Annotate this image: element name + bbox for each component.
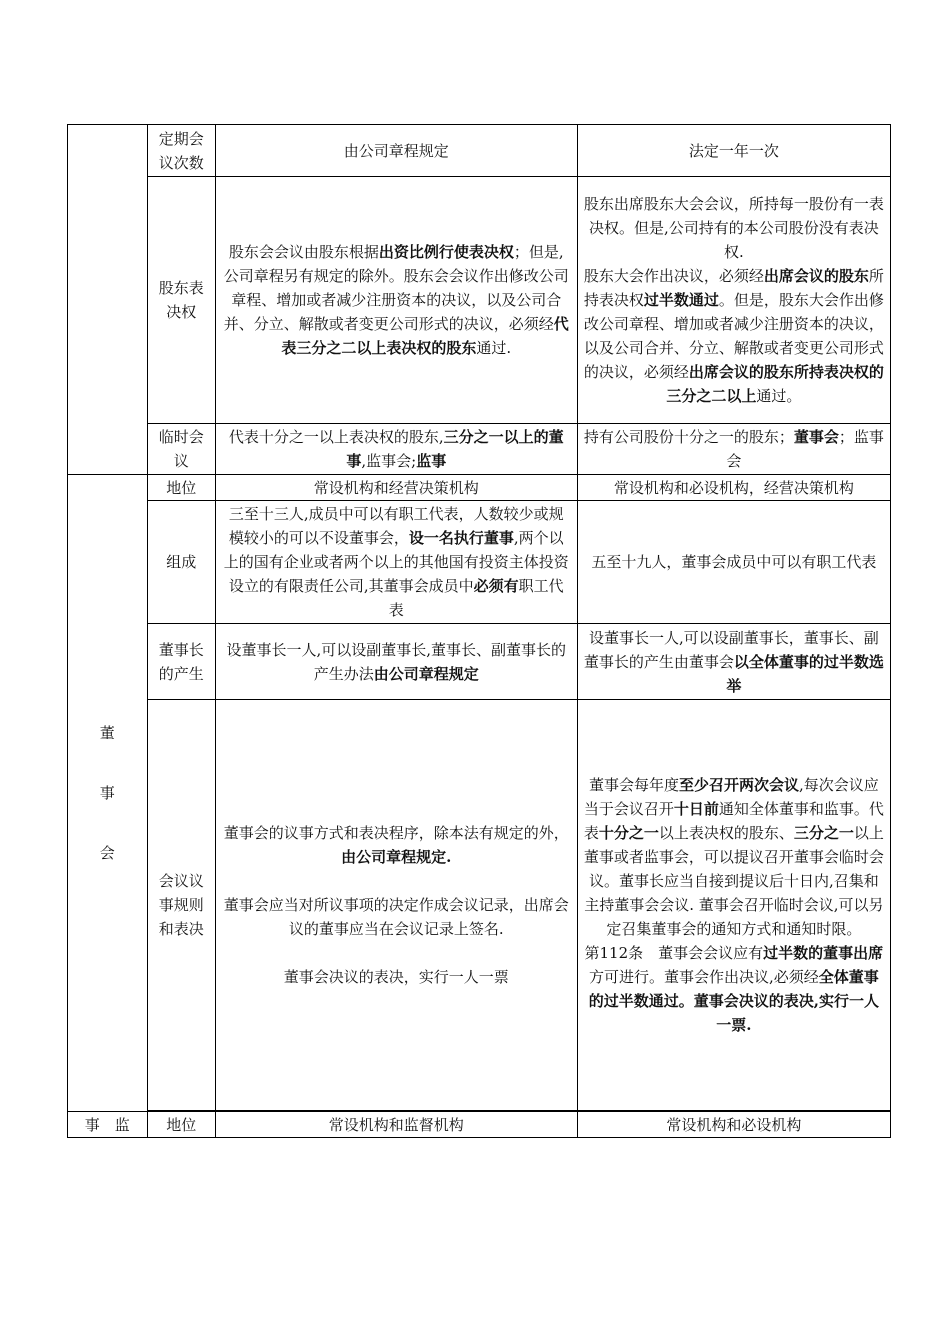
table-row-voting-rights xyxy=(68,177,891,424)
llc-supervisory-status: 常设机构和监督机构 xyxy=(215,1112,577,1138)
llc-chairman-emph-1: 由公司章程规定 xyxy=(373,664,479,683)
row-label-board-rules: 会议议事规则和表决 xyxy=(147,700,215,1111)
jsc-board-status: 常设机构和必设机构，经营决策机构 xyxy=(577,475,890,501)
table-row-board-rules xyxy=(68,700,891,1111)
jsc-voting-text-1: 股东出席股东大会会议，所持每一股份有一表决权。但是,公司持有的本公司股份没有表决权. xyxy=(583,195,884,261)
table-row-supervisory-status xyxy=(68,1112,891,1138)
llc-composition-text-2: ,两个以上的国有企业或者两个以上的其他国有投资主体投资设立的有限责任公司,其董事会成员中 xyxy=(223,529,569,595)
llc-voting-emph-2: 代表三分之二以上表决权的股东 xyxy=(281,315,569,357)
llc-voting-rights xyxy=(215,177,577,424)
section-cell-shareholders xyxy=(68,125,148,475)
llc-board-rules xyxy=(215,700,577,1111)
llc-composition-text-3: 职工代表 xyxy=(388,577,564,619)
board-char-1: 董 xyxy=(99,724,115,742)
jsc-rules-text-3: 通知全体董事和监事。代表 xyxy=(583,800,884,842)
llc-chairman-text-1: 设董事长一人,可以设副董事长,董事长、副董事长的产生办法 xyxy=(226,640,567,683)
section-label-supervisory xyxy=(68,1112,148,1138)
llc-rules-text-2: 董事会应当对所议事项的决定作成会议记录，出席会议的董事应当在会议记录上签名. xyxy=(223,896,569,938)
jsc-rules-emph-3: 十分之一 xyxy=(598,824,659,842)
jsc-rules-emph-4: 三分之一 xyxy=(793,824,854,842)
llc-rules-text-3: 董事会决议的表决，实行一人一票 xyxy=(283,968,509,986)
llc-interim-text-1: 代表十分之一以上表决权的股东, xyxy=(228,428,444,446)
jsc-meeting-frequency: 法定一年一次 xyxy=(577,125,890,177)
row-label-voting-rights: 股东表决权 xyxy=(147,177,215,424)
llc-rules-text-1: 董事会的议事方式和表决程序，除本法有规定的外， xyxy=(223,824,569,842)
jsc-interim-meeting xyxy=(577,424,890,475)
jsc-rules-text-1: 董事会每年度 xyxy=(588,776,679,794)
jsc-rules-text-6: 第112条 董事会会议应有 xyxy=(584,944,764,962)
jsc-chairman-text-1: 设董事长一人,可以设副董事长，董事长、副董事长的产生由董事会 xyxy=(583,628,879,671)
llc-board-chairman xyxy=(215,624,577,700)
jsc-voting-text-3: 所持表决权 xyxy=(583,267,884,309)
llc-voting-text-3: 通过. xyxy=(476,339,512,357)
llc-voting-text-2: ；但是,公司章程另有规定的除外。股东会会议作出修改公司章程、增加或者减少注册资本的决议，以及公司合并、分立、解散或者变更公司形式的决议，必须经 xyxy=(223,243,569,333)
jsc-rules-text-4: 以上表决权的股东、 xyxy=(658,824,794,842)
row-label-board-status: 地位 xyxy=(147,475,215,501)
row-label-board-chairman: 董事长的产生 xyxy=(147,624,215,700)
llc-rules-emph-1: 由公司章程规定. xyxy=(341,848,452,866)
jsc-voting-emph-1: 出席会议的股东 xyxy=(763,267,869,285)
llc-interim-emph-2: 监事 xyxy=(416,452,447,470)
table-row-board-chairman xyxy=(68,624,891,700)
llc-composition-emph-1: 设一名执行董事 xyxy=(408,529,514,547)
row-label-supervisory-status: 地位 xyxy=(147,1112,215,1138)
jsc-voting-emph-3: 出席会议的股东所持表决权的三分之二以上 xyxy=(666,363,884,405)
table-row-board-composition xyxy=(68,501,891,624)
llc-board-status: 常设机构和经营决策机构 xyxy=(215,475,577,501)
jsc-board-rules xyxy=(577,700,890,1111)
llc-voting-emph-1: 出资比例行使表决权 xyxy=(378,243,514,261)
jsc-voting-text-4: 。但是，股东大会作出修改公司章程、增加或者减少注册资本的决议，以及公司合并、分立、解散或者变更公司形式的决议，必须经 xyxy=(583,291,884,381)
row-label-meeting-frequency: 定期会议次数 xyxy=(147,125,215,177)
supervisory-char-2: 监 xyxy=(114,1115,130,1134)
jsc-voting-text-5: 通过。 xyxy=(756,387,802,405)
llc-interim-text-2: ,监事会; xyxy=(361,452,417,470)
jsc-interim-text-1: 持有公司股份十分之一的股东； xyxy=(583,428,794,446)
jsc-voting-rights xyxy=(577,177,890,424)
section-label-board xyxy=(68,475,148,1112)
jsc-voting-text-2: 股东大会作出决议，必须经 xyxy=(583,267,764,285)
company-law-comparison-table xyxy=(67,124,891,1138)
board-char-3: 会 xyxy=(99,844,115,862)
jsc-rules-text-2: ,每次会议应当于会议召开 xyxy=(583,776,879,818)
jsc-board-composition: 五至十九人，董事会成员中可以有职工代表 xyxy=(577,501,890,624)
llc-composition-text-1: 三至十三人,成员中可以有职工代表，人数较少或规模较小的可以不设董事会， xyxy=(228,505,564,547)
llc-voting-text-1: 股东会会议由股东根据 xyxy=(228,243,379,261)
jsc-chairman-emph-1: 以全体董事的过半数选举 xyxy=(726,652,884,695)
jsc-rules-emph-2: 十日前 xyxy=(673,800,719,818)
jsc-supervisory-status: 常设机构和必设机构 xyxy=(577,1112,890,1138)
jsc-voting-emph-2: 过半数通过 xyxy=(643,291,719,309)
jsc-interim-text-2: ；监事会 xyxy=(726,428,884,470)
board-char-2: 事 xyxy=(99,784,115,802)
row-label-interim-meeting: 临时会议 xyxy=(147,424,215,475)
supervisory-char-1: 事 xyxy=(84,1115,100,1134)
llc-interim-meeting xyxy=(215,424,577,475)
llc-interim-emph-1: 三分之一以上的董事 xyxy=(346,428,564,470)
jsc-board-chairman xyxy=(577,624,890,700)
table-row-board-status xyxy=(68,475,891,501)
llc-meeting-frequency: 由公司章程规定 xyxy=(215,125,577,177)
table-row-interim-meeting xyxy=(68,424,891,475)
jsc-rules-emph-1: 至少召开两次会议 xyxy=(678,776,799,794)
row-label-board-composition: 组成 xyxy=(147,501,215,624)
llc-composition-emph-2: 必须有 xyxy=(473,577,519,595)
llc-board-composition xyxy=(215,501,577,624)
jsc-rules-emph-5: 过半数的董事出席 xyxy=(763,944,884,962)
jsc-rules-emph-6: 全体董事的过半数通过。董事会决议的表决,实行一人一票. xyxy=(588,968,879,1034)
jsc-rules-text-5: 以上董事或者监事会，可以提议召开董事会临时会议。董事长应当自接到提议后十日内,召集和主持董事会会议. 董事会召开临时会议,可以另定召集董事会的通知方式和通知时限。 xyxy=(583,824,884,938)
table-row-meeting-frequency xyxy=(68,125,891,177)
jsc-rules-text-7: 方可进行。董事会作出决议,必须经 xyxy=(588,968,819,986)
jsc-interim-emph-1: 董事会 xyxy=(793,428,839,446)
